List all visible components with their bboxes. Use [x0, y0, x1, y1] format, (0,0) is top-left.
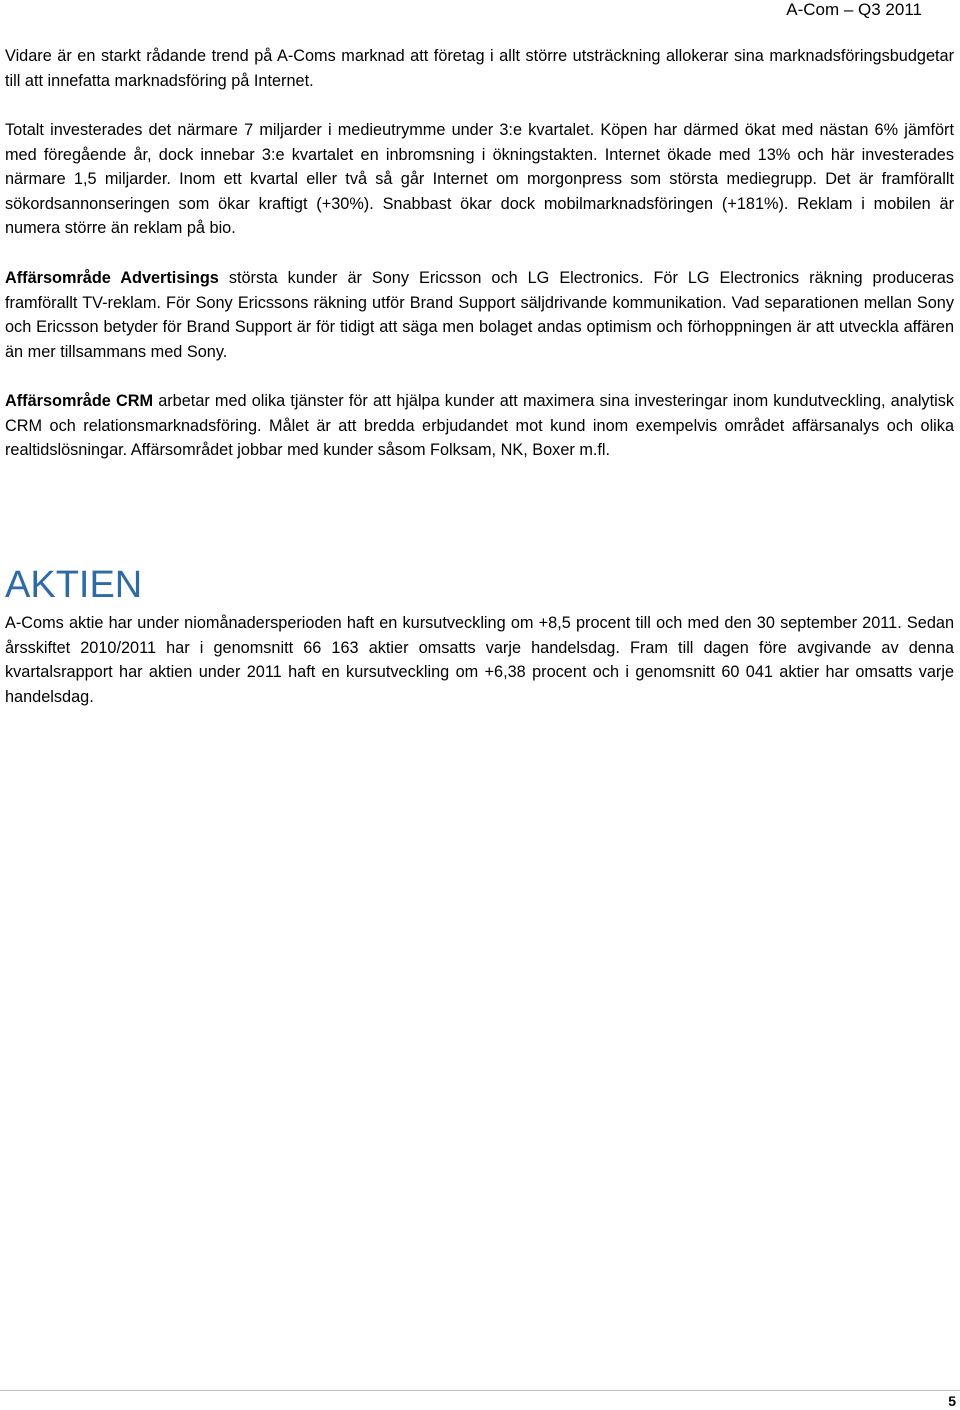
advertising-bold-lead: Affärsområde Advertisings: [5, 269, 219, 287]
crm-bold-lead: Affärsområde CRM: [5, 392, 154, 410]
section-heading-aktien: AKTIEN: [5, 564, 143, 606]
paragraph-crm: [5, 389, 954, 463]
footer-divider: [0, 1390, 960, 1391]
paragraph-share-performance: A-Coms aktie har under niomånadersperioden haft en kursutveckling om +8,5 procent till och med den 30 september 2011. Sedan årsskiftet 2010/2011 har i genomsnitt 66 163 aktier omsatts varje handelsdag. Fram till dagen före avgivande av denna kvartalsrapport har aktien under 2011 haft en kursutveckling om +6,38 procent och i genomsnitt 60 041 aktier har omsatts varje handelsdag.: [5, 614, 954, 706]
page-number: 5: [948, 1393, 956, 1409]
page-header-title: A-Com – Q3 2011: [786, 0, 922, 19]
crm-body: arbetar med olika tjänster för att hjälpa kunder att maximera sina investeringar inom kundutveckling, analytisk CRM och relationsmarknadsföring. Målet är att bredda erbjudandet mot kund inom exempelvis området affärsanalys och olika realtidslösningar. Affärsområdet jobbar med kunder såsom Folksam, NK, Boxer m.fl.: [5, 392, 954, 460]
paragraph-media-investment: Totalt investerades det närmare 7 miljarder i medieutrymme under 3:e kvartalet. Köpen har därmed ökat med nästan 6% jämfört med föregående år, dock innebar 3:e kvartalet en inbromsning i ökningstakten. Internet ökade med 13% och här investerades närmare 1,5 miljarder. Inom ett kvartal eller två så går Internet om morgonpress som största mediegrupp. Det är framförallt sökordsannonseringen som ökar kraftigt (+30%). Snabbast ökar dock mobilmarknadsföringen (+181%). Reklam i mobilen är numera större än reklam på bio.: [5, 121, 954, 238]
advertising-body: största kunder är Sony Ericsson och LG Electronics. För LG Electronics räkning produceras framförallt TV-reklam. För Sony Ericssons räkning utför Brand Support säljdrivande kommunikation. Vad separationen mellan Sony och Ericsson betyder för Brand Support är för tidigt att säga men bolaget andas optimism och förhoppningen är att utveckla affären än mer tillsammans med Sony.: [5, 269, 954, 361]
paragraph-advertising: [5, 266, 954, 364]
paragraph-market-trend: Vidare är en starkt rådande trend på A-Coms marknad att företag i allt större utsträckning allokerar sina marknadsföringsbudgetar till att innefatta marknadsföring på Internet.: [5, 47, 954, 90]
